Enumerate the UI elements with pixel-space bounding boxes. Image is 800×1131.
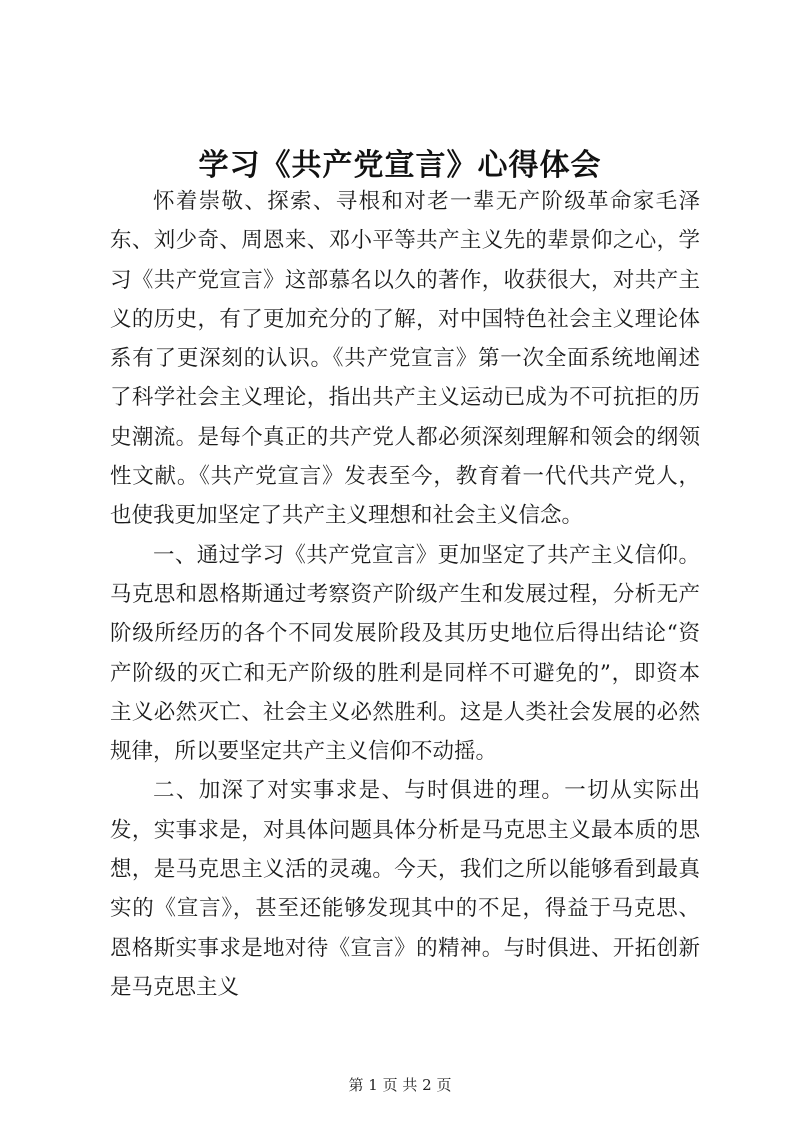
document-title: 学习《共产党宣言》心得体会 <box>198 148 602 183</box>
page-number-footer: 第 1 页 共 2 页 <box>348 1076 452 1094</box>
document-body <box>110 182 700 1007</box>
paragraph-section-1: 一、通过学习《共产党宣言》更加坚定了共产主义信仰。马克思和恩格斯通过考察资产阶级产生和发展过程，分析无产阶级所经历的各个不同发展阶段及其历史地位后得出结论“资产阶级的灭亡和无产阶级的胜利是同样不可避免的”，即资本主义必然灭亡、社会主义必然胜利。这是人类社会发展的必然规律，所以要坚定共产主义信仰不动摇。 <box>110 542 700 765</box>
paragraph-section-2: 二、加深了对实事求是、与时俱进的理。一切从实际出发，实事求是，对具体问题具体分析是马克思主义最本质的思想，是马克思主义活的灵魂。今天，我们之所以能够看到最真实的《宣言》，甚至还能够发现其中的不足，得益于马克思、恩格斯实事求是地对待《宣言》的精神。与时俱进、开拓创新是马克思主义 <box>110 778 700 1000</box>
paragraph-intro: 怀着崇敬、探索、寻根和对老一辈无产阶级革命家毛泽东、刘少奇、周恩来、邓小平等共产主义先的辈景仰之心，学习《共产党宣言》这部慕名以久的著作，收获很大，对共产主义的历史，有了更加充分的了解，对中国特色社会主义理论体系有了更深刻的认识。《共产党宣言》第一次全面系统地阐述了科学社会主义理论，指出共产主义运动已成为不可抗拒的历史潮流。是每个真正的共产党人都必须深刻理解和领会的纲领性文献。《共产党宣言》发表至今，教育着一代代共产党人，也使我更加坚定了共产主义理想和社会主义信念。 <box>110 189 700 529</box>
